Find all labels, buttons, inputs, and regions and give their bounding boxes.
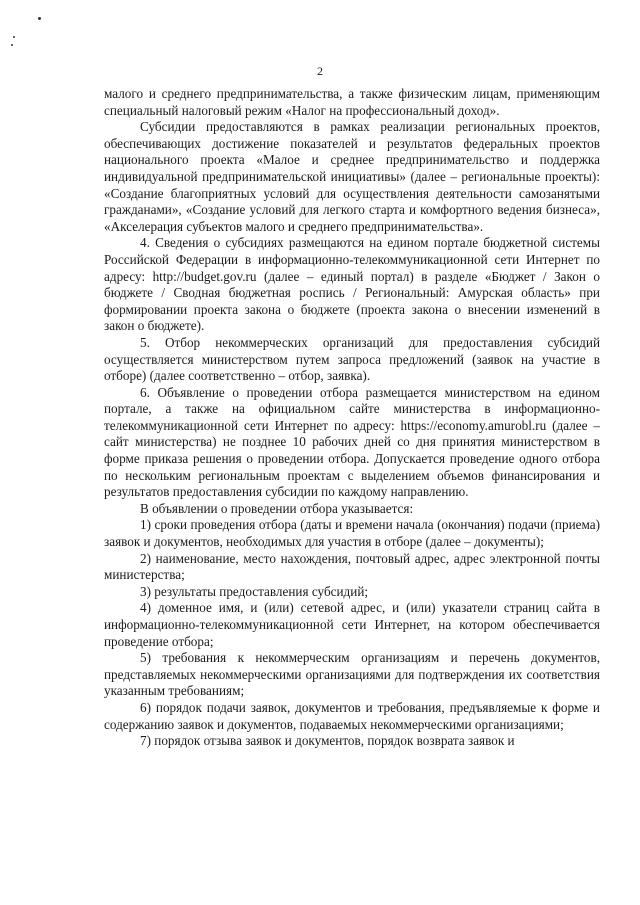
list-item: 4) доменное имя, и (или) сетевой адрес, и (или) указатели страниц сайта в информационно-телекоммуникационной сети Интернет, на котором обеспечивается проведение отбора; [104,600,600,649]
list-item: 7) порядок отзыва заявок и документов, порядок возврата заявок и [140,733,515,749]
scan-speck [11,44,13,46]
list-item: 3) результаты предоставления субсидий; [140,583,369,599]
paragraph: 6. Объявление о проведении отбора размещается министерством на едином портале, а также на официальном сайте министерства в информационно-телекоммуникационной сети Интернет по адресу: https://economy.amurobl.ru (далее – сайт министерства) не позднее 10 рабочих дней со дня принятия министерством в форме приказа решения о проведении отбора. Допускается проведение одного отбора по нескольким региональным проектам с выделением объемов финансирования и результатов предоставления субсидии по каждому направлению. [104,384,600,500]
document-body [104,86,600,750]
scan-speck [38,17,41,20]
paragraph: 5. Отбор некоммерческих организаций для предоставления субсидий осуществляется министерством путем запроса предложений (заявок на участие в отборе) (далее соответственно – отбор, заявка). [104,334,600,384]
list-item: 6) порядок подачи заявок, документов и требования, предъявляемые к форме и содержанию заявок и документов, подаваемых некоммерческими организациями; [104,699,600,732]
paragraph: 4. Сведения о субсидиях размещаются на едином портале бюджетной системы Российской Федерации в информационно-телекоммуникационной сети Интернет по адресу: http://budget.gov.ru (далее – единый портал) в разделе «Бюджет / Закон о бюджете / Сводная бюджетная роспись / Региональный: Амурская область» при формировании проекта закона о бюджете (проекта закона о внесении изменений в закон о бюджете). [104,235,600,334]
paragraph: Субсидии предоставляются в рамках реализации региональных проектов, обеспечивающих достижение показателей и результатов федеральных проектов национального проекта «Малое и среднее предпринимательство и поддержка индивидуальной предпринимательской инициативы» (далее – региональные проекты): «Создание благоприятных условий для осуществления деятельности самозанятыми гражданами», «Создание условий для легкого старта и комфортного ведения бизнеса», «Акселерация субъектов малого и среднего предпринимательства». [104,119,600,234]
list-item: 5) требования к некоммерческим организациям и перечень документов, представляемых некоммерческими организациями для подтверждения их соответствия указанным требованиям; [104,650,600,699]
page-number: 2 [317,64,323,78]
list-item: 1) сроки проведения отбора (даты и времени начала (окончания) подачи (приема) заявок и документов, необходимых для участия в отборе (далее – документы); [104,517,600,550]
scan-speck [13,36,15,38]
paragraph: малого и среднего предпринимательства, а также физическим лицам, применяющим специальный налоговый режим «Налог на профессиональный доход». [104,86,600,118]
list-item: 2) наименование, место нахождения, почтовый адрес, адрес электронной почты министерства; [104,550,600,583]
paragraph: В объявлении о проведении отбора указывается: [140,500,414,516]
